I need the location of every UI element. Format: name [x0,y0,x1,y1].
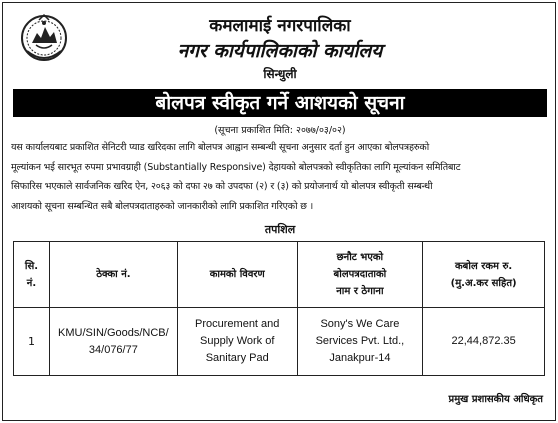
notice-body [11,138,549,216]
cell-serial-no: 1 [14,308,50,376]
cell-bid-amount: 22,44,872.35 [423,308,545,376]
table-header-row [14,242,545,308]
notice-title-banner: बोलपत्र स्वीकृत गर्ने आशयको सूचना [13,89,547,117]
notice-body-line: मूल्यांकन भई सारभूत रुपमा प्रभावग्राही (Substantially Responsive) देहायको बोलपत्रको स्वीकृतिका लागि मूल्यांकन समितिबाट [11,161,461,173]
table-row [14,308,545,376]
office-name: नगर कार्यपालिकाको कार्यालय [177,40,383,62]
header-bid-amount: कबोल रकम रु. (मु.अ.कर सहित) [423,242,545,308]
header-serial-no: सि. नं. [14,242,50,308]
header-selected-bidder: छनौट भएको बोलपत्रदाताको नाम र ठेगाना [297,242,423,308]
cell-bidder: Sony's We Care Services Pvt. Ltd., Janakpur-14 [297,308,423,376]
notice-body-line: यस कार्यालयबाट प्रकाशित सेनिटरी प्याड खरिदका लागि बोलपत्र आह्वान सम्बन्धी सूचना अनुसार दर्ता हुन आएका बोलपत्रहरुको [11,142,430,153]
notice-body-line: आशयको सूचना सम्बन्धित सबै बोलपत्रदाताहरुको जानकारीको लागि प्रकाशित गरिएको छ । [11,200,314,212]
header-contract-no: ठेक्का नं. [49,242,177,308]
cell-contract-no: KMU/SIN/Goods/NCB/ 34/076/77 [49,308,177,376]
notice-body-line: सिफारिस भएकाले सार्वजनिक खरिद ऐन, २०६३ को दफा २७ को उपदफा (२) र (३) को प्रयोजनार्थ यो बोलपत्र स्वीकृती सम्बन्धी [11,181,433,192]
district-name: सिन्धुली [263,67,297,81]
details-heading: तपशिल [264,223,296,236]
publish-date: (सूचना प्रकाशित मिति: २०७७/०३/०२) [214,125,346,136]
notice-frame [2,2,556,421]
header-work-description: कामको विवरण [177,242,297,308]
bid-details-table [13,241,545,376]
cell-work-description: Procurement and Supply Work of Sanitary Pad [177,308,297,376]
municipality-name: कमलामाई नगरपालिका [209,16,351,36]
signatory-title: प्रमुख प्रशासकीय अधिकृत [448,394,543,405]
